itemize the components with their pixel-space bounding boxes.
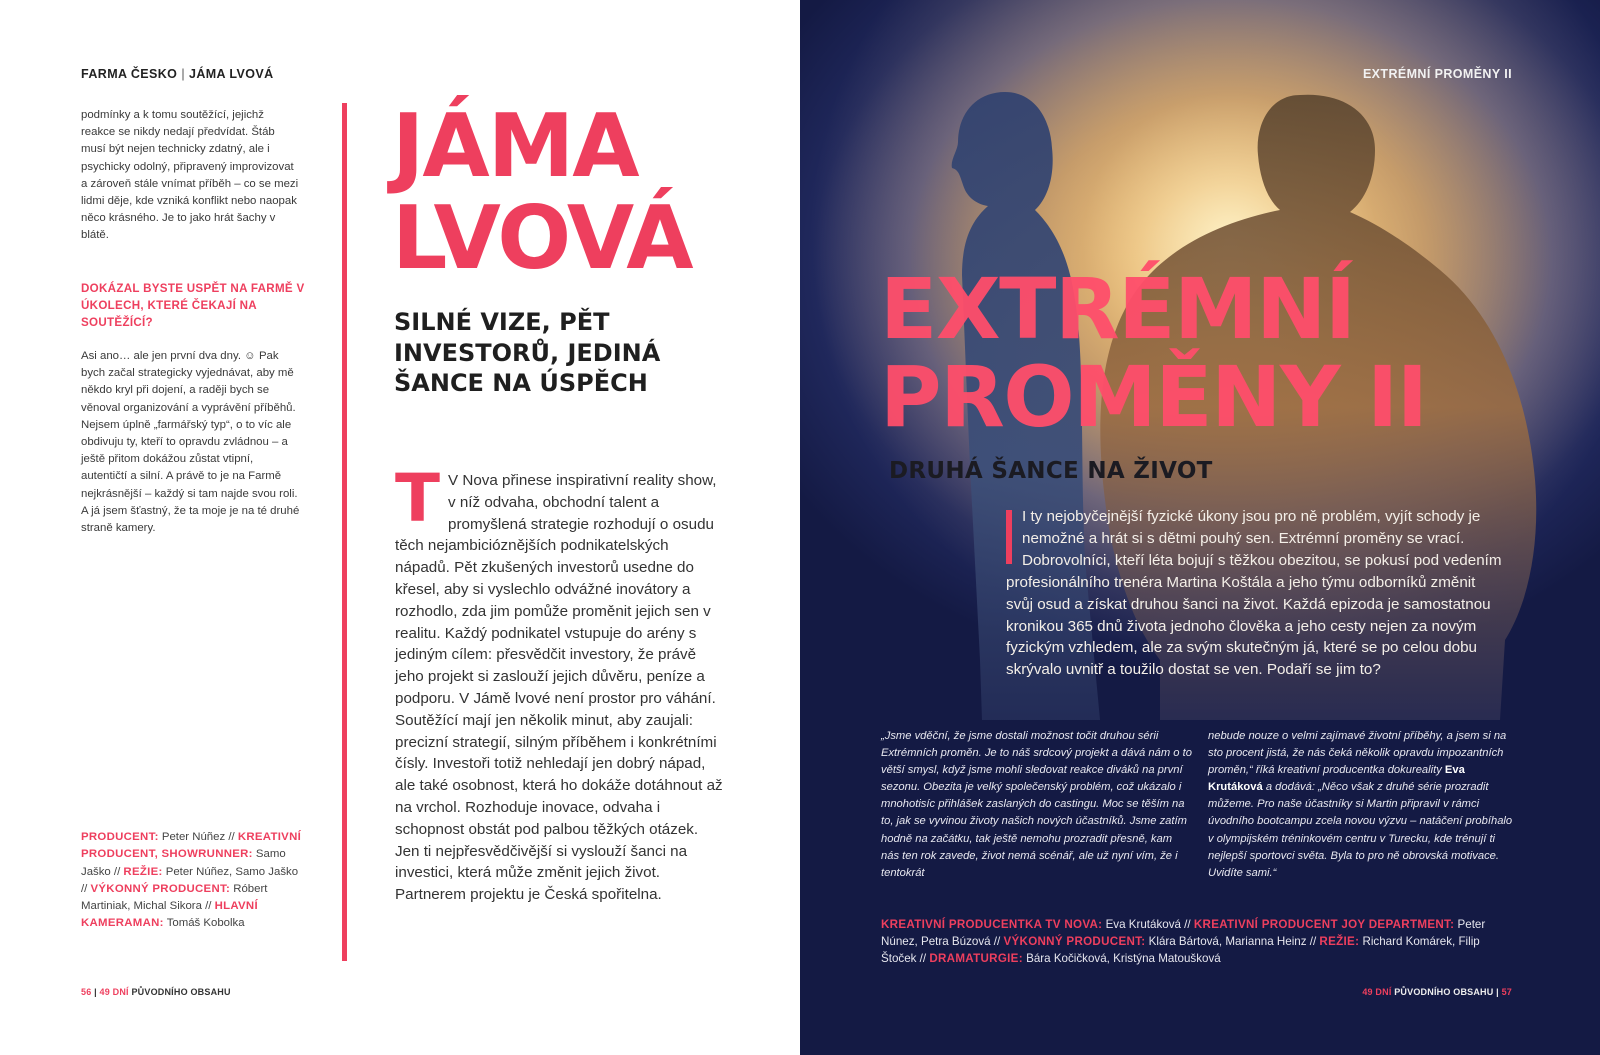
credit-value: Richard Komárek, Filip Štoček // [881,935,1480,966]
credit-label: REŽIE: [1319,935,1360,949]
vertical-rule [342,103,347,961]
running-head [81,67,274,81]
article-subtitle: SILNÉ VIZE, PĚT INVESTORŮ, JEDINÁ ŠANCE NA ÚSPĚCH [394,308,661,397]
credit-label: KREATIVNÍ PRODUCENTKA TV NOVA: [881,918,1103,931]
credit-label: VÝKONNÝ PRODUCENT: [1003,935,1146,949]
running-head-article: JÁMA LVOVÁ [188,67,274,81]
page-number: 56 [81,987,92,997]
credit-label: DRAMATURGIE: [929,952,1023,966]
body-text: V Nova přinese inspirativní reality show, v níž odvaha, obchodní talent a promyšlená strategie rozhodují o osudu těch nejambicióznějších podnikatelských nápadů. Pět zkušených investorů usedne do křesel, aby si vyslechlo odvážné inovátory a rozhodlo, zda jim pomůže proměnit jejich sen v realitu. Každý podnikatel vstupuje do arény s jediným cílem: přesvědčit investory, že právě jeho projekt si zaslouží jejich důvěru, peníze a podporu. V Jámě lvové není prostor pro váhání. Soutěžící mají jen několik minut, aby zaujali: precizní strategií, silným příběhem i konkrétními čísly. Investoři totiž nehledají jen dobrý nápad, ale také osobnost, která ho dokáže dotáhnout až na vrchol. Rozhoduje inovace, odvaha i schopnost obstát pod palbou těžkých otázek. Jen ti nejpřesvědčivější si vyslouží šanci na investici, která může změnit jejich život. Partnerem projektu je Česká spořitelna. [395,472,723,904]
credit-label: REŽIE: [123,865,163,878]
article-title [880,260,1427,446]
article-subtitle: DRUHÁ ŠANCE NA ŽIVOT [889,458,1213,484]
page-number: 57 [1501,987,1512,997]
drop-cap-bar [1006,510,1012,564]
folio-text: PŮVODNÍHO OBSAHU [131,987,231,997]
side-question: DOKÁZAL BYSTE USPĚT NA FARMĚ V ÚKOLECH, KTERÉ ČEKAJÍ NA SOUTĚŽÍCÍ? [81,282,305,329]
credit-value: Róbert Martiniak, Michal Sikora // [81,882,268,913]
title-line: LVOVÁ [392,187,692,289]
credits [81,829,306,933]
quote-text: nebude nouze o velmi zajímavé životní příběhy, a jsem si na sto procent jistá, že nás čeká několik opravdu impozantních proměn,“ říká kreativní producentka dokureality [1208,730,1507,777]
credit-value: Eva Krutáková // [1102,918,1194,931]
quote-column-1: „Jsme vděční, že jsme dostali možnost točit druhou sérii Extrémních proměn. Je to náš srdcový projekt a dává nám o to větší smysl, když jsme mohli sledovat reakce diváků na první sezonu. Obezita je velký společenský problém, což ukázalo i mnohotisíc přihlášek zaslaných do castingu. Moc se těším na to, jak se vyvinou životy našich nových účastníků. Jsme zatím hodně na začátku, tak ještě nemohu prozradit přesně, kam nás ten rok zavede, život nemá scénář, ale už nyní vím, že i tentokrát [881,730,1192,879]
title-line: PROMĚNY II [880,348,1427,446]
credit-value: Peter Núñez, Samo Jaško // [81,865,299,895]
folio-divider: | [1496,987,1499,997]
title-line: EXTRÉMNÍ [880,260,1355,358]
folio-text: PŮVODNÍHO OBSAHU [1394,987,1494,997]
running-head-section: FARMA ČESKO [81,67,178,81]
body-text: I ty nejobyčejnější fyzické úkony jsou pro ně problém, vyjít schody je nemožné a hrát si s dětmi pouhý sen. Extrémní proměny se vrací. Dobrovolníci, kteří léta bojují s těžkou obezitou, se pokusí pod vedením profesionálního trenéra Martina Koštála a jeho týmu odborníků změnit svůj osud a získat druhou šanci na život. Každá epizoda je samostatnou kronikou 365 dnů života jednoho člověka a jeho cesty nejen za novým fyzickým vzhledem, ale za svým skutečným já, které se po celou dobu skrývalo uvnitř a toužilo dostat se ven. Podaří se jim to? [1006,508,1502,679]
credit-value: Peter Núnez, Petra Búzová // [881,918,1486,949]
credit-value: Tomáš Kobolka [163,917,245,930]
article-body [395,460,725,906]
folio-days: 49 DNÍ [1362,987,1392,997]
running-head: EXTRÉMNÍ PROMĚNY II [1362,67,1512,81]
running-head-divider: | [181,67,185,81]
side-paragraph-2: Asi ano… ale jen první dva dny. ☺ Pak bych začal strategicky vyjednávat, aby mě někdo kryl při dojení, a raději bych se věnoval organizování a vyprávění příběhů. Nejsem úplně „farmářský typ“, o to víc ale obdivuju ty, kteří to opravdu zvládnou – a ještě přitom dokážou zůstat vtipní, autentičtí a silní. A právě to je na Farmě nejkrásnější – každý si tam najde svou roli. A já jsem šťastný, že ta moje je na té druhé straně kamery. [81,350,300,535]
credit-label: VÝKONNÝ PRODUCENT: [90,882,231,895]
credit-label: KREATIVNÍ PRODUCENT JOY DEPARTMENT: [1193,918,1455,931]
right-page [800,0,1600,1055]
side-paragraph-1: podmínky a k tomu soutěžící, jejichž reakce se nikdy nedají předvídat. Štáb musí být nejen technicky zdatný, ale i psychicky odolný, připravený improvizovat a zároveň stále vnímat příběh – co se mezi lidmi děje, kde vzniká konflikt nebo naopak něco krásného. Je to jako hrát šachy v blátě. [81,109,299,242]
article-body [1006,506,1506,681]
folio-days: 49 DNÍ [99,987,129,997]
folio-divider: | [94,987,97,997]
page-folio [81,987,231,997]
credit-value: Klára Bártová, Marianna Heinz // [1145,935,1320,949]
credit-value: Samo Jaško // [81,848,286,878]
quote-text: a dodává: „Něco však z druhé série prozradit můžeme. Pro naše účastníky si Martin připravil v rámci úvodního bootcampu zcela novou výzvu – natáčení probíhalo v olympijském tréninkovém centru v Turecku, kde trénují ti nejlepší sportovci světa. Byla to pro ně obrovská motivace. Uvidíte sami.“ [1208,781,1513,879]
credit-label: KREATIVNÍ PRODUCENT, SHOWRUNNER: [81,831,302,861]
quote-person: Eva Krutáková [1208,764,1465,794]
page-folio [1362,987,1512,997]
credit-label: PRODUCENT: [81,831,159,843]
credit-value: Peter Núñez // [158,831,238,843]
title-line: JÁMA [392,95,638,197]
drop-cap: T [395,460,441,537]
quote-column-2 [1208,728,1520,882]
credit-value: Bára Kočičková, Kristýna Matoušková [1022,952,1221,966]
credit-label: HLAVNÍ KAMERAMAN: [81,900,258,930]
credits [881,916,1511,968]
article-title [392,95,692,289]
